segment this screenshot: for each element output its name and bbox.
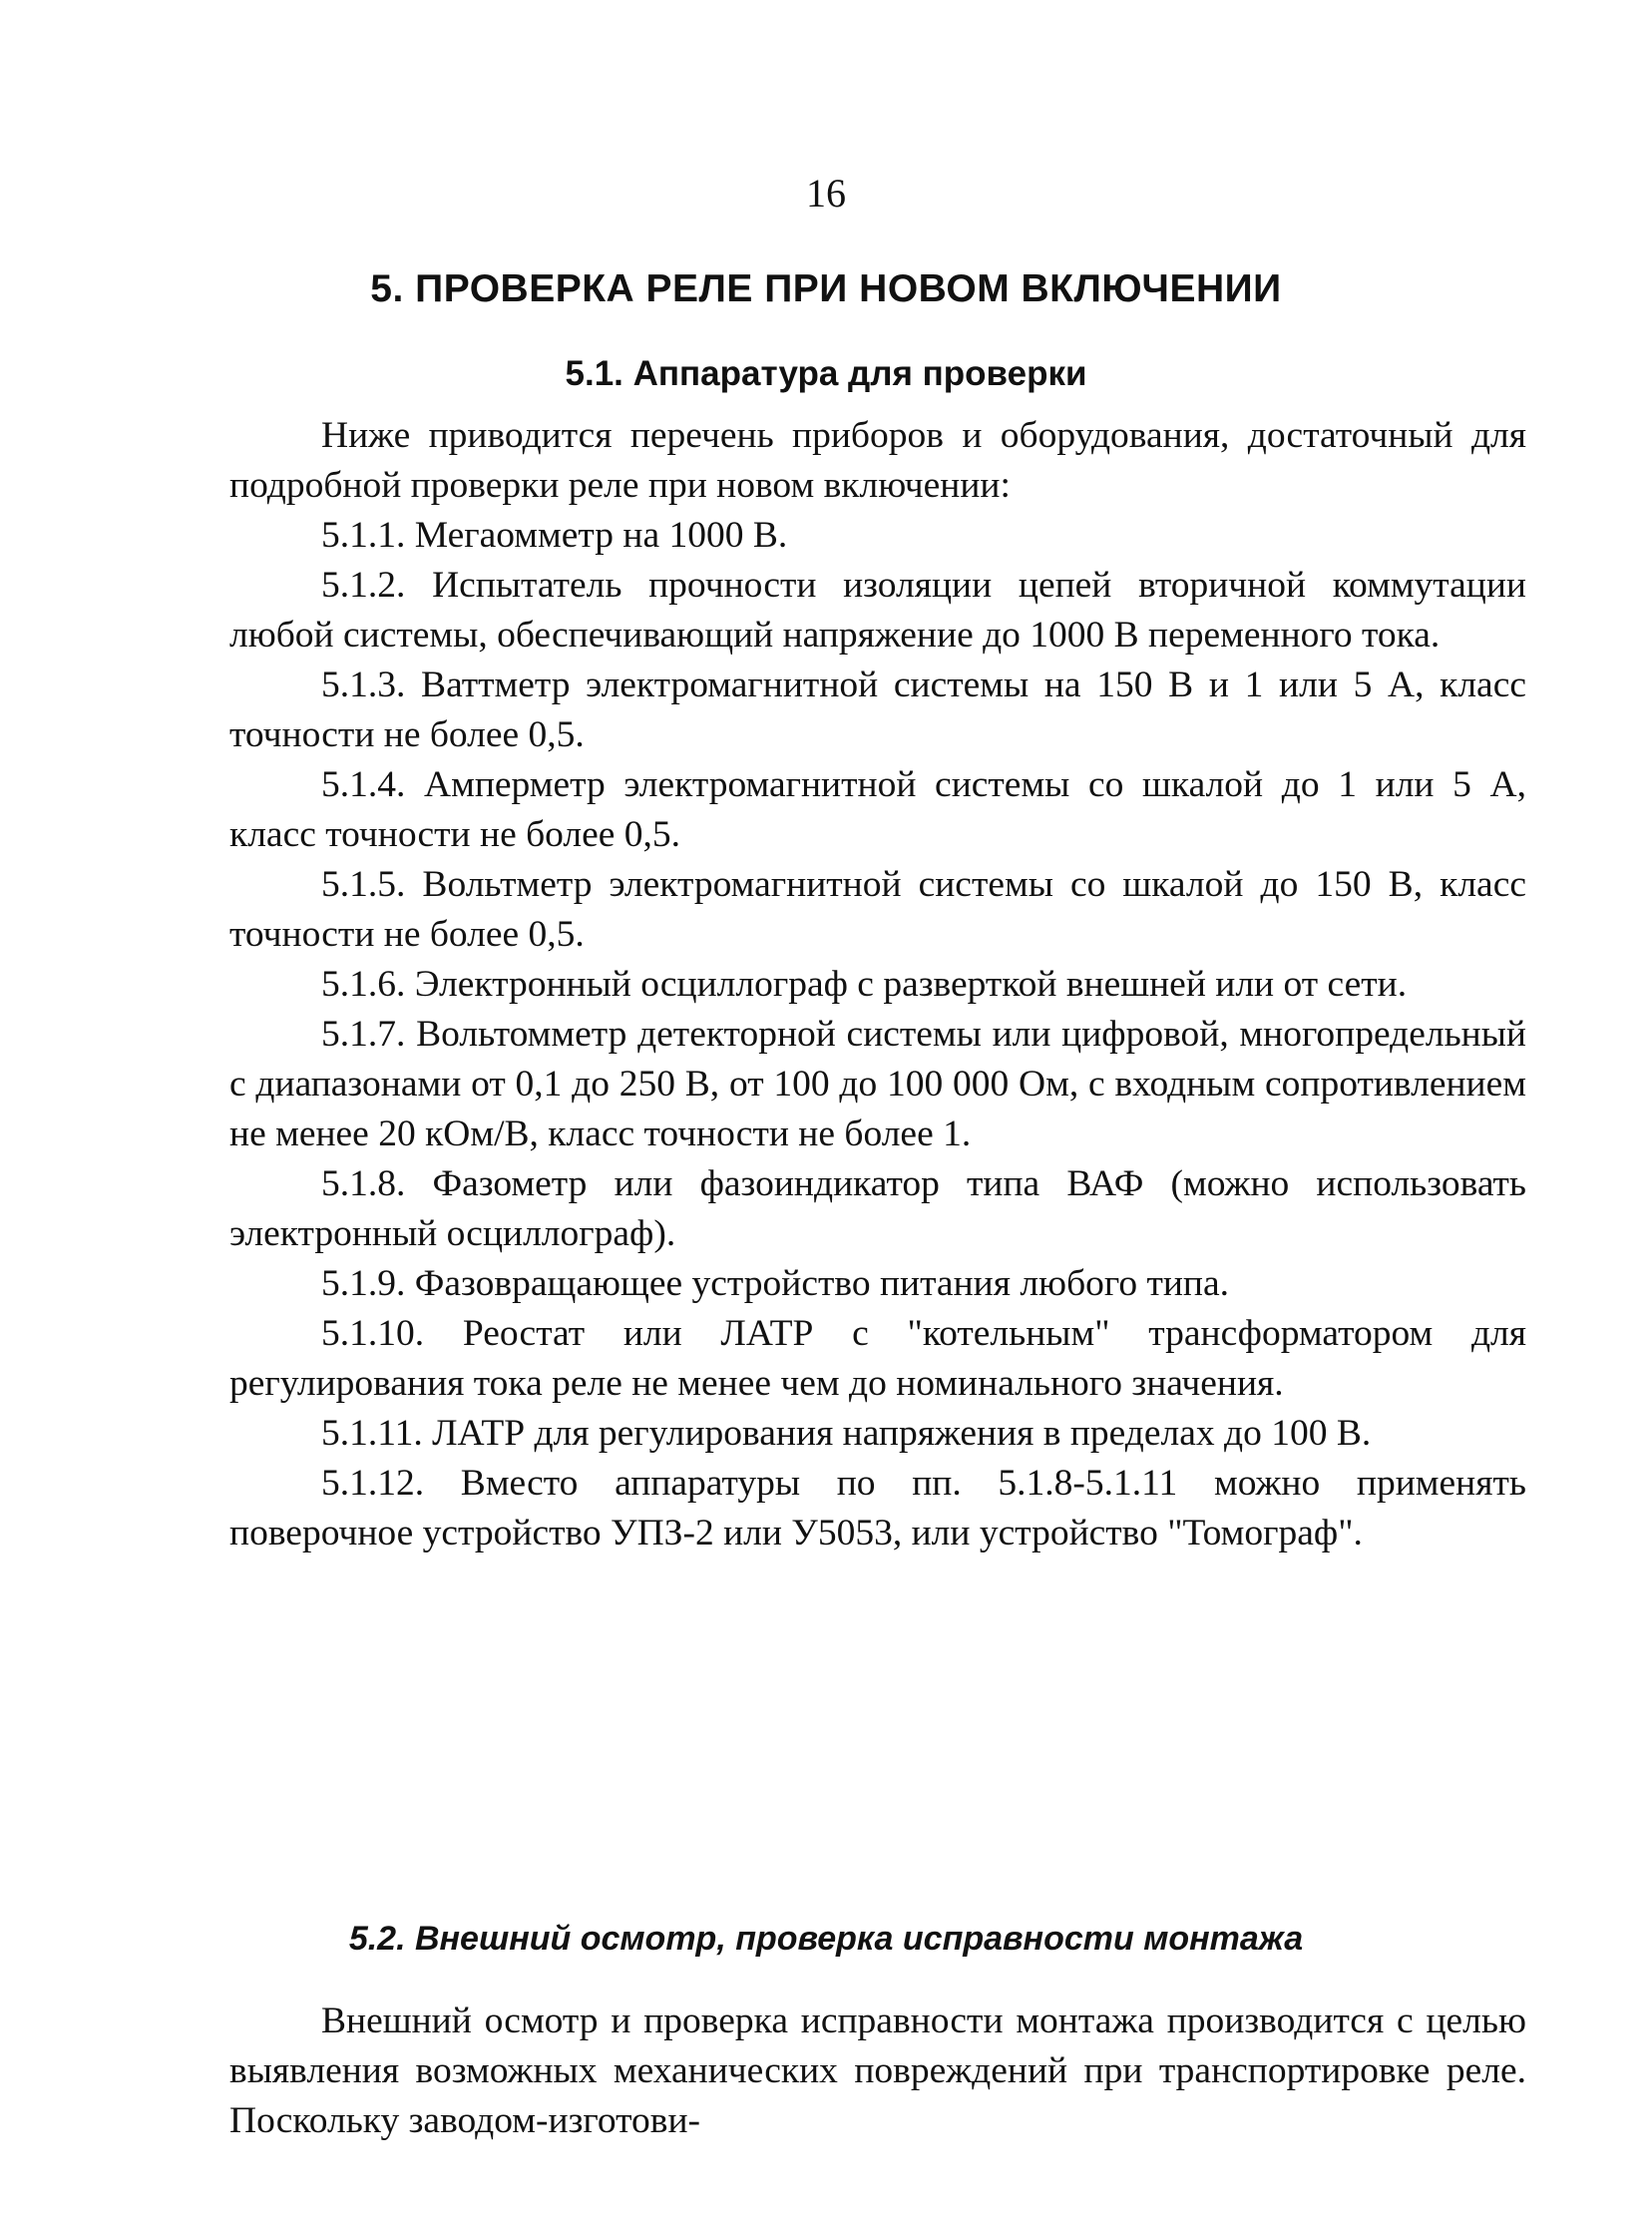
item-5-1-1: 5.1.1. Мегаомметр на 1000 В. bbox=[321, 515, 788, 556]
inspection-paragraph: Внешний осмотр и проверка исправности монтажа производится с целью выявления возможных механических повреждений при транспортировке реле. Поскольку заводом-изготови- bbox=[229, 2000, 1526, 2141]
intro-paragraph: Ниже приводится перечень приборов и оборудования, достаточный для подробной проверки реле при новом включении: bbox=[229, 415, 1526, 506]
item-5-1-8: 5.1.8. Фазометр или фазоиндикатор типа ВАФ (можно использовать электронный осциллограф). bbox=[229, 1163, 1526, 1254]
item-5-1-4: 5.1.4. Амперметр электромагнитной системы со шкалой до 1 или 5 А, класс точности не более 0,5. bbox=[229, 764, 1526, 855]
item-5-1-12: 5.1.12. Вместо аппаратуры по пп. 5.1.8-5.1.11 можно применять поверочное устройство УПЗ-2 или У5053, или устройство "Томограф". bbox=[229, 1463, 1526, 1554]
item-5-1-9: 5.1.9. Фазовращающее устройство питания любого типа. bbox=[321, 1263, 1230, 1304]
subsection-1-body bbox=[229, 411, 1526, 1558]
item-5-1-2: 5.1.2. Испытатель прочности изоляции цепей вторичной коммутации любой системы, обеспечивающий напряжение до 1000 В переменного тока. bbox=[229, 565, 1526, 656]
page-number: 16 bbox=[806, 171, 846, 216]
item-5-1-7: 5.1.7. Вольтомметр детекторной системы или цифровой, многопредельный с диапазонами от 0,1 до 250 В, от 100 до 100 000 Ом, с входным сопротивлением не менее 20 кОм/В, класс точности не более 1. bbox=[229, 1014, 1526, 1154]
item-5-1-10: 5.1.10. Реостат или ЛАТР с "котельным" трансформатором для регулирования тока реле не менее чем до номинального значения. bbox=[229, 1313, 1526, 1404]
item-5-1-6: 5.1.6. Электронный осциллограф с разверткой внешней или от сети. bbox=[321, 964, 1408, 1005]
subsection-2-title: 5.2. Внешний осмотр, проверка исправности монтажа bbox=[348, 1920, 1304, 1958]
subsection-2-body bbox=[229, 1997, 1526, 2146]
item-5-1-5: 5.1.5. Вольтметр электромагнитной системы со шкалой до 150 В, класс точности не более 0,5. bbox=[229, 864, 1526, 955]
item-5-1-11: 5.1.11. ЛАТР для регулирования напряжения в пределах до 100 В. bbox=[321, 1413, 1372, 1454]
item-5-1-3: 5.1.3. Ваттметр электромагнитной системы на 150 В и 1 или 5 А, класс точности не более 0,5. bbox=[229, 665, 1526, 755]
section-title: 5. ПРОВЕРКА РЕЛЕ ПРИ НОВОМ ВКЛЮЧЕНИИ bbox=[370, 267, 1282, 310]
subsection-1-title: 5.1. Аппаратура для проверки bbox=[565, 354, 1087, 393]
